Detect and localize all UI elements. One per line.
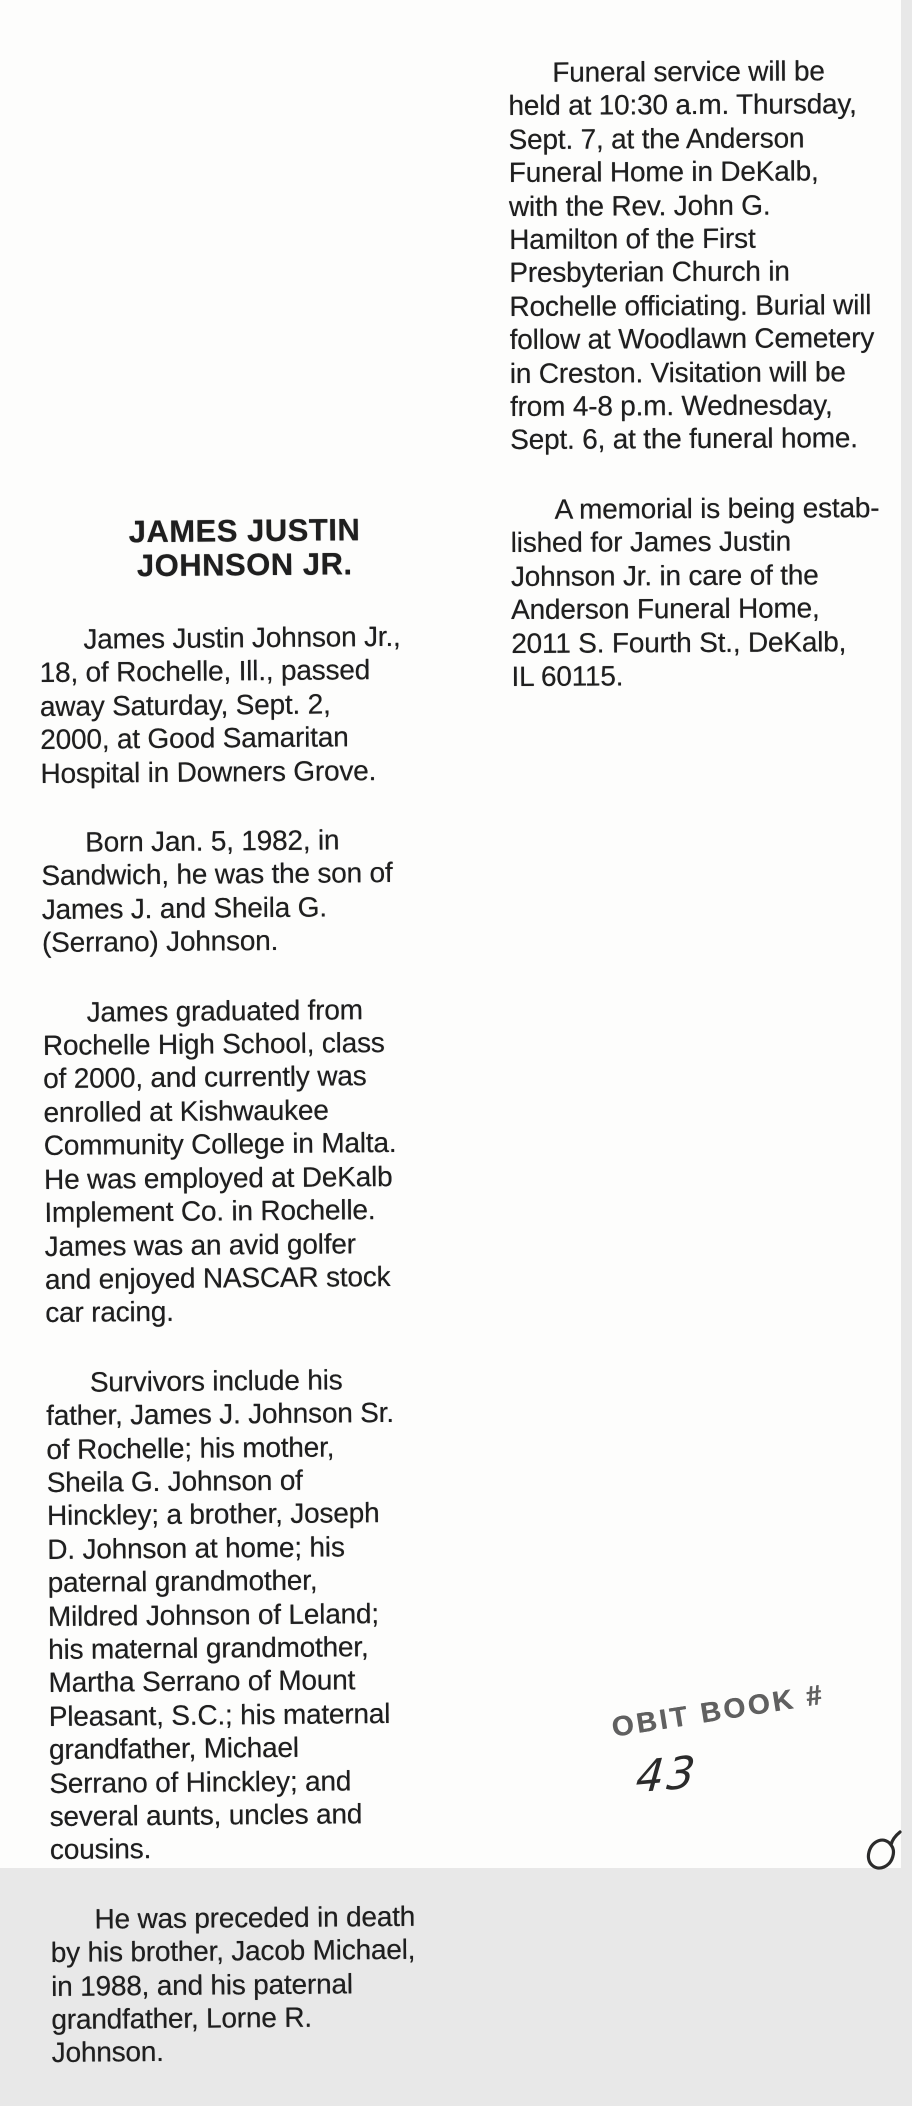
- obituary-paragraph-birth: Born Jan. 5, 1982, in Sandwich, he was the son of James J. and Sheila G. (Serrano) Johnson.: [41, 824, 393, 959]
- stamp-number-handwritten: 43: [633, 1746, 701, 1804]
- obituary-paragraph-preceded: He was preceded in death by his brother, Jacob Michael, in 1988, and his paternal grandfather, Lorne R. Johnson.: [50, 1900, 416, 2069]
- obit-book-stamp: [609, 1679, 826, 1744]
- obituary-paragraph-education: James graduated from Rochelle High School, class of 2000, and currently was enrolled at Kishwaukee Community College in Malta. He was employed at DeKalb Implement Co. in Rochelle. James was an avid golfer and enjoyed NASCAR stock car racing.: [42, 993, 397, 1329]
- obituary-paragraph-memorial: A memorial is being estab- lished for James Justin Johnson Jr. in care of the Anderson Funeral Home, 2011 S. Fourth St., DeKalb, IL 60115.: [510, 491, 880, 692]
- stamp-label: OBIT BOOK #: [609, 1678, 827, 1743]
- pen-scribble-path: [868, 1832, 900, 1868]
- obituary-paragraph-survivors: Survivors include his father, James J. Johnson Sr. of Rochelle; his mother, Sheila G. Johnson of Hinckley; a brother, Joseph D. Johnson at home; his paternal grandmother, Mildred Johnson of Leland; his maternal grandmother, Martha Serrano of Mount Pleasant, S.C.; his maternal grandfather, Michael Serrano of Hinckley; and several aunts, uncles and cousins.: [46, 1364, 394, 1866]
- obituary-paragraph-funeral-service: Funeral service will be held at 10:30 a.m. Thursday, Sept. 7, at the Anderson Funeral Home in DeKalb, with the Rev. John G. Hamilton of the First Presbyterian Church in Rochelle officiating. Burial will follow at Woodlawn Cemetery in Creston. Visitation will be from 4-8 p.m. Wednesday, Sept. 6, at the funeral home.: [508, 55, 875, 456]
- obituary-heading: JAMES JUSTIN JOHNSON JR.: [128, 512, 361, 584]
- left-column: [38, 476, 482, 2106]
- right-column: [508, 18, 912, 729]
- obituary-paragraph-intro: James Justin Johnson Jr., 18, of Rochelle, Ill., passed away Saturday, Sept. 2, 2000, at Good Samaritan Hospital in Downers Grove.: [39, 620, 401, 789]
